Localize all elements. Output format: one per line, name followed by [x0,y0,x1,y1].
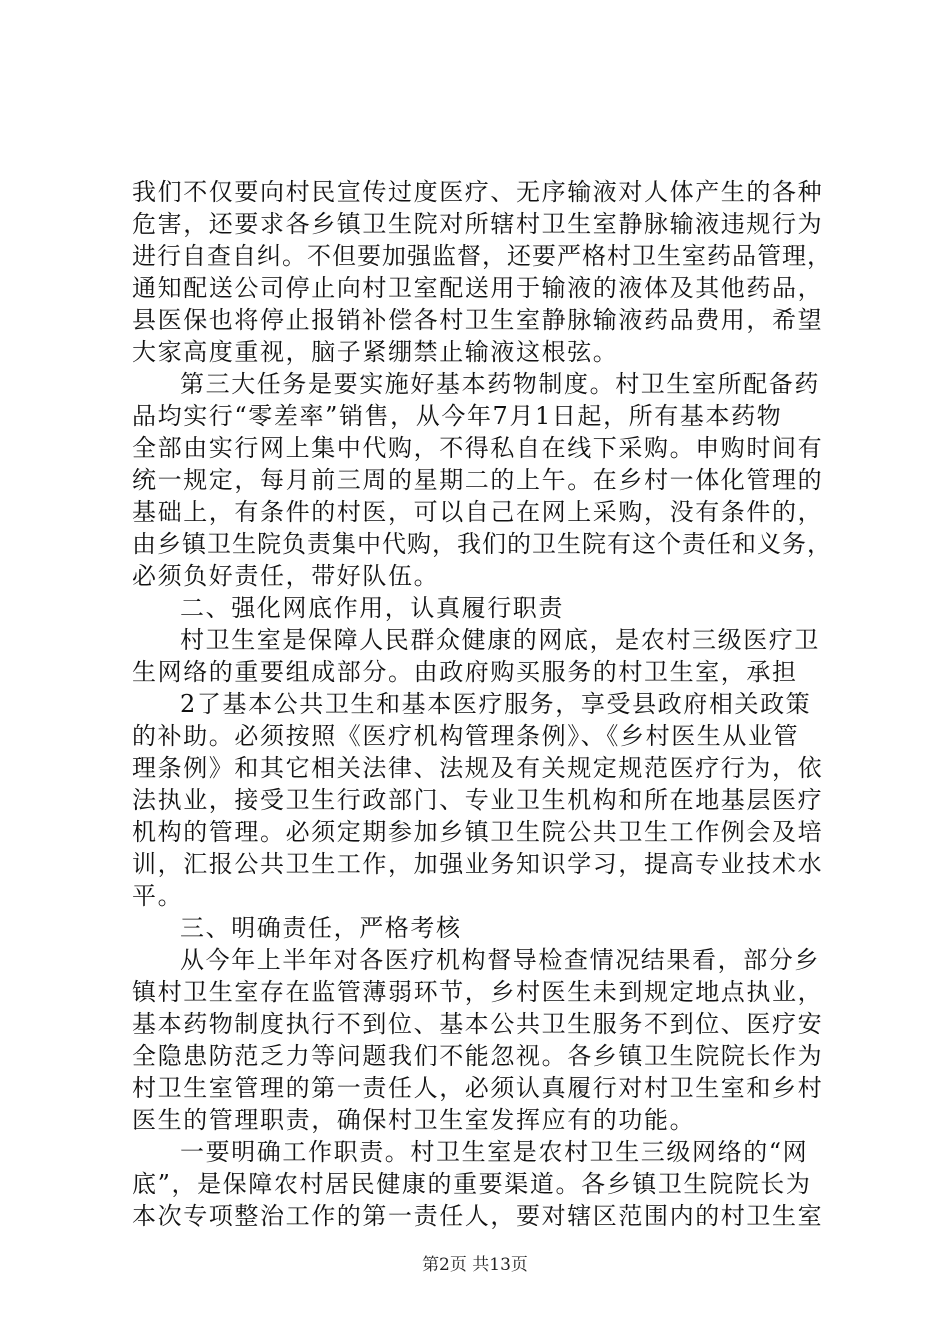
text-line: 通知配送公司停止向村卫室配送用于输液的液体及其他药品， [132,274,824,302]
text-line: 村卫生室管理的第一责任人，必须认真履行对村卫生室和乡村 [132,1074,824,1102]
text-line: 一要明确工作职责。村卫生室是农村卫生三级网络的“网 [180,1138,809,1166]
text-line: 统一规定，每月前三周的星期二的上午。在乡村一体化管理的 [132,466,824,494]
text-line: 三、明确责任，严格考核 [180,914,462,942]
text-line: 理条例》和其它相关法律、法规及有关规定规范医疗行为，依 [132,754,824,782]
text-line: 由乡镇卫生院负责集中代购，我们的卫生院有这个责任和义务， [132,530,832,558]
page-footer: 第2页 共13页 [422,1255,528,1275]
text-line: 2了基本公共卫生和基本医疗服务，享受县政府相关政策 [180,690,812,718]
text-line: 危害，还要求各乡镇卫生院对所辖村卫生室静脉输液违规行为 [132,210,824,238]
text-line: 平。 [132,882,184,910]
document-body [132,176,832,1232]
text-line: 生网络的重要组成部分。由政府购买服务的村卫生室，承担 [132,658,798,686]
text-line: 医生的管理职责，确保村卫生室发挥应有的功能。 [132,1106,696,1134]
text-line: 法执业，接受卫生行政部门、专业卫生机构和所在地基层医疗 [132,786,824,814]
text-line: 我们不仅要向村民宣传过度医疗、无序输液对人体产生的各种 [132,178,824,206]
text-line: 大家高度重视，脑子紧绷禁止输液这根弦。 [132,338,619,366]
text-line: 全隐患防范乏力等问题我们不能忽视。各乡镇卫生院院长作为 [132,1042,824,1070]
text-line: 第三大任务是要实施好基本药物制度。村卫生室所配备药 [180,370,820,398]
text-line: 全部由实行网上集中代购，不得私自在线下采购。申购时间有 [132,434,824,462]
text-line: 基本药物制度执行不到位、基本公共卫生服务不到位、医疗安 [132,1010,824,1038]
text-line: 二、强化网底作用，认真履行职责 [180,594,564,622]
text-line: 底”，是保障农村居民健康的重要渠道。各乡镇卫生院院长为 [132,1170,812,1198]
text-line: 本次专项整治工作的第一责任人，要对辖区范围内的村卫生室 [132,1202,824,1230]
text-line: 基础上，有条件的村医，可以自己在网上采购，没有条件的， [132,498,824,526]
text-line: 进行自查自纠。不但要加强监督，还要严格村卫生室药品管理， [132,242,832,270]
text-line: 镇村卫生室存在监管薄弱环节，乡村医生未到规定地点执业， [132,978,824,1006]
text-line: 必须负好责任，带好队伍。 [132,562,440,590]
text-line: 从今年上半年对各医疗机构督导检查情况结果看，部分乡 [180,946,820,974]
text-line: 训，汇报公共卫生工作，加强业务知识学习，提高专业技术水 [132,850,824,878]
text-line: 品均实行“零差率”销售，从今年7月1日起，所有基本药物 [132,402,783,430]
text-line: 机构的管理。必须定期参加乡镇卫生院公共卫生工作例会及培 [132,818,824,846]
text-line: 村卫生室是保障人民群众健康的网底，是农村三级医疗卫 [180,626,820,654]
text-line: 的补助。必须按照《医疗机构管理条例》、《乡村医生从业管 [132,722,800,750]
text-line: 县医保也将停止报销补偿各村卫生室静脉输液药品费用，希望 [132,306,824,334]
